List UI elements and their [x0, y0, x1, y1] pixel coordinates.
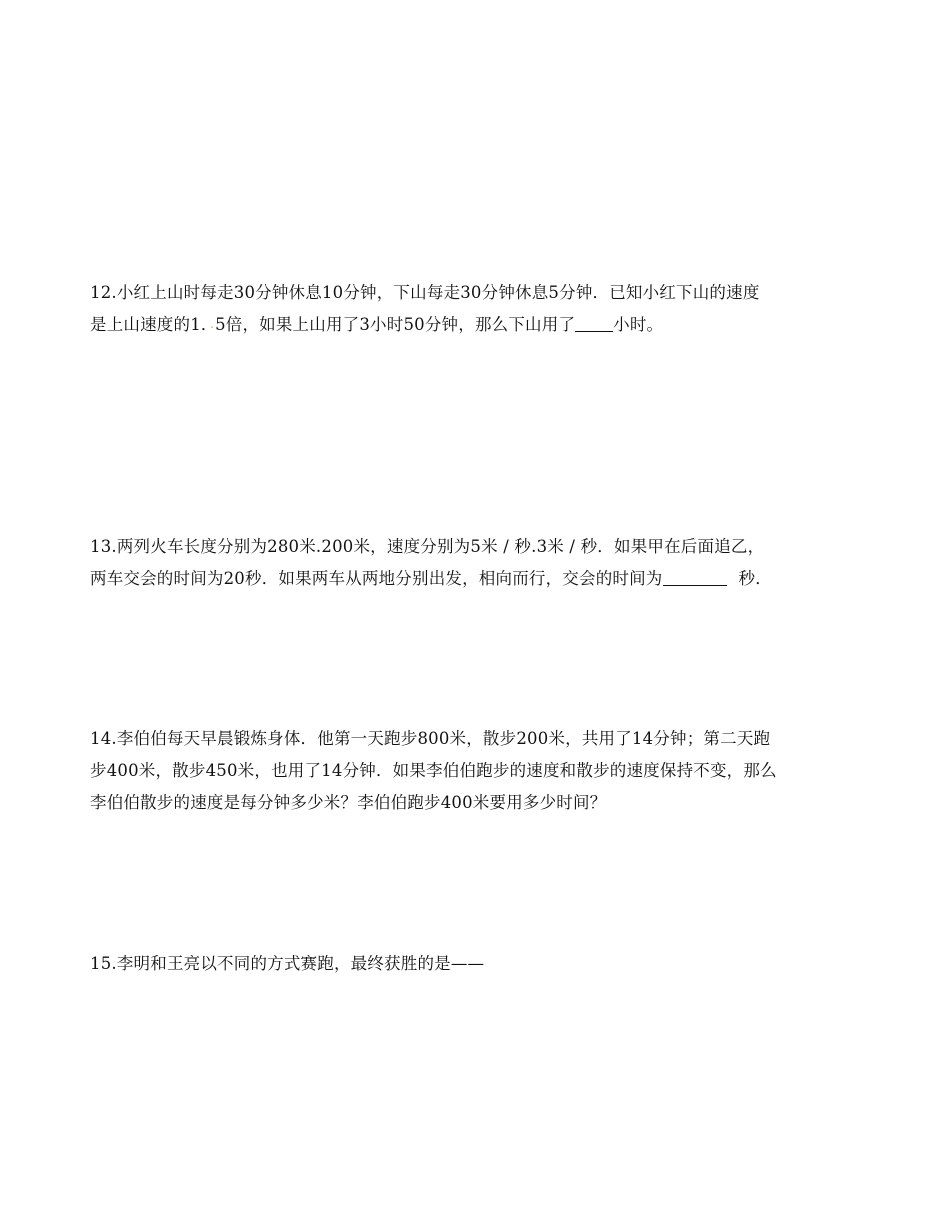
- problem-12-text-a: 是上山速度的1．: [90, 315, 210, 334]
- problem-13-line-2: [90, 563, 870, 595]
- problem-13-text-b: 秒．: [738, 569, 772, 588]
- problem-14-line-1: 14.李伯伯每天早晨锻炼身体．他第一天跑步800米，散步200米，共用了14分钟；第二天跑: [90, 729, 771, 748]
- answer-blank-12[interactable]: [575, 313, 613, 332]
- problem-13: [90, 531, 870, 595]
- problem-15-line-1: 15.李明和王亮以不同的方式赛跑，最终获胜的是——: [90, 954, 485, 973]
- problem-12-line-2: [90, 309, 870, 344]
- problem-15: [90, 948, 870, 980]
- problem-12-text-b: 5倍，如果上山用了3小时50分钟，那么下山用了: [215, 315, 576, 334]
- stray-dot-mark: ·: [210, 321, 215, 334]
- answer-blank-13[interactable]: [663, 567, 727, 586]
- problem-14-line-2: 步400米，散步450米，也用了14分钟．如果李伯伯跑步的速度和散步的速度保持不变，那么: [90, 761, 777, 780]
- problem-12-line-1: 12.小红上山时每走30分钟休息10分钟，下山每走30分钟休息5分钟．已知小红下山的速度: [90, 283, 760, 302]
- problem-12: [90, 277, 870, 344]
- problem-13-text-a: 两车交会的时间为20秒．如果两车从两地分别出发，相向而行，交会的时间为: [90, 569, 663, 588]
- problem-13-line-1: 13.两列火车长度分别为280米.200米，速度分别为5米 / 秒.3米 / 秒．如果甲在后面追乙，: [90, 537, 765, 556]
- problem-14-line-3: 李伯伯散步的速度是每分钟多少米？李伯伯跑步400米要用多少时间？: [90, 793, 607, 812]
- problem-12-text-c: 小时。: [613, 315, 664, 334]
- problem-14: [90, 723, 870, 819]
